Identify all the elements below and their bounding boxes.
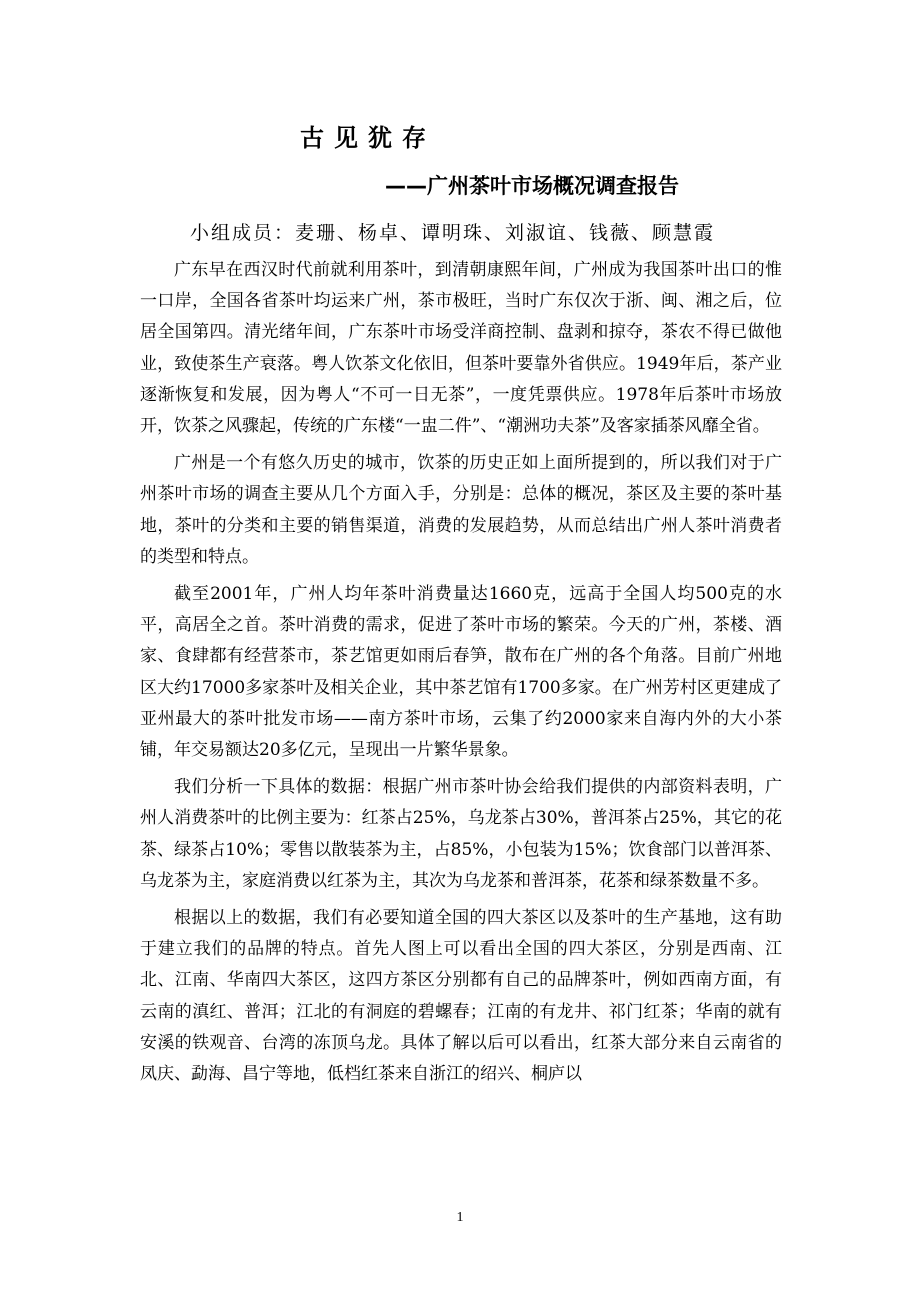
- group-members: 小组成员：麦珊、杨卓、谭明珠、刘淑谊、钱薇、顾慧霞: [190, 222, 716, 244]
- document-title: 古见犹存: [300, 123, 436, 152]
- document-subtitle: ——广州茶叶市场概况调查报告: [385, 174, 679, 198]
- paragraph-history: 广东早在西汉时代前就利用茶叶，到清朝康熙年间，广州成为我国茶叶出口的惟一口岸，全国各省茶叶均运来广州，茶市极旺，当时广东仅次于浙、闽、湘之后，位居全国第四。清光绪年间，广东茶叶市场受洋商控制、盘剥和掠夺，茶农不得已做他业，致使茶生产衰落。粤人饮茶文化依旧，但茶叶要靠外省供应。1949年后，茶产业逐渐恢复和发展，因为粤人“不可一日无茶”，一度凭票供应。1978年后茶叶市场放开，饮茶之风骤起，传统的广东楼“一盅二件”、“潮洲功夫茶”及客家插茶风靡全省。: [140, 260, 782, 437]
- page-number: 1: [456, 1210, 464, 1225]
- document-body: [140, 255, 782, 1096]
- paragraph-survey-scope: 广州是一个有悠久历史的城市，饮茶的历史正如上面所提到的，所以我们对于广州茶叶市场的调查主要从几个方面入手，分别是：总体的概况，茶区及主要的茶叶基地，茶叶的分类和主要的销售渠道，消费的发展趋势，从而总结出广州人茶叶消费者的类型和特点。: [140, 453, 782, 567]
- paragraph-consumption: 截至2001年，广州人均年茶叶消费量达1660克，远高于全国人均500克的水平，高居全之首。茶叶消费的需求，促进了茶叶市场的繁荣。今天的广州，茶楼、酒家、食肆都有经营茶市，茶艺馆更如雨后春笋，散布在广州的各个角落。目前广州地区大约17000多家茶叶及相关企业，其中茶艺馆有1700多家。在广州芳村区更建成了亚州最大的茶叶批发市场——南方茶叶市场，云集了约2000家来自海内外的大小茶铺，年交易额达20多亿元，呈现出一片繁华景象。: [140, 584, 782, 761]
- paragraph-data-analysis: 我们分析一下具体的数据：根据广州市茶叶协会给我们提供的内部资料表明，广州人消费茶叶的比例主要为：红茶占25%，乌龙茶占30%，普洱茶占25%，其它的花茶、绿茶占10%；零售以散装茶为主，占85%，小包装为15%；饮食部门以普洱茶、乌龙茶为主，家庭消费以红茶为主，其次为乌龙茶和普洱茶，花茶和绿茶数量不多。: [140, 777, 782, 891]
- paragraph-tea-regions: 根据以上的数据，我们有必要知道全国的四大茶区以及茶叶的生产基地，这有助于建立我们的品牌的特点。首先人图上可以看出全国的四大茶区，分别是西南、江北、江南、华南四大茶区，这四方茶区分别都有自己的品牌茶叶，例如西南方面，有云南的滇红、普洱；江北的有洞庭的碧螺春；江南的有龙井、祁门红茶；华南的就有安溪的铁观音、台湾的冻顶乌龙。具体了解以后可以看出，红茶大部分来自云南省的凤庆、勐海、昌宁等地，低档红茶来自浙江的绍兴、桐庐以: [140, 908, 782, 1085]
